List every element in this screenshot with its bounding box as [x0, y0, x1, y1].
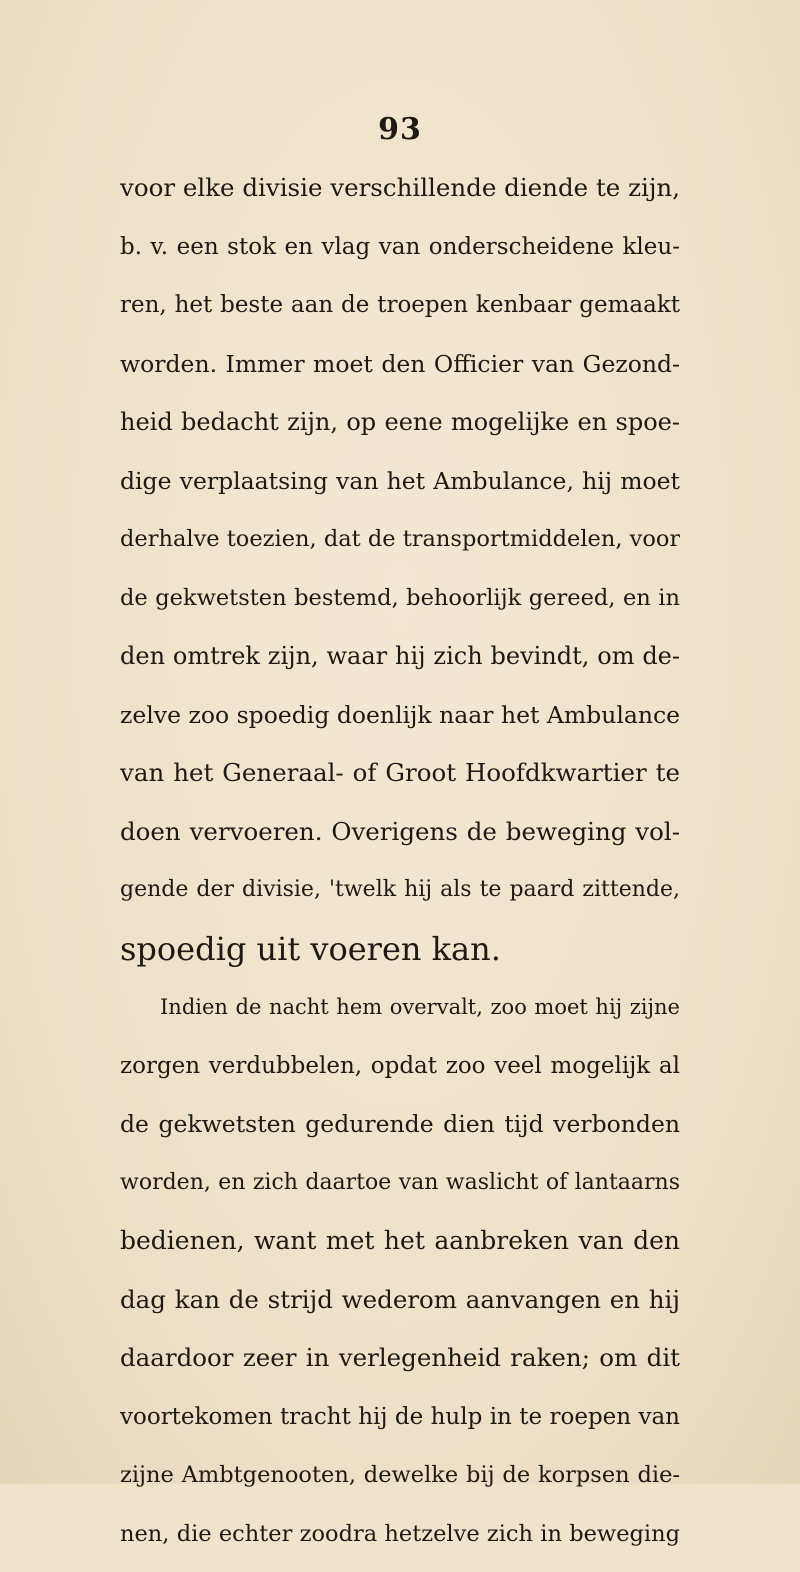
text-line: voortekomen tracht hij de hulp in te roepen van	[120, 1397, 680, 1456]
text-line: derhalve toezien, dat de transportmiddelen, voor	[120, 519, 680, 578]
text-line: daardoor zeer in verlegenheid raken; om dit	[120, 1338, 680, 1397]
text-line: worden, en zich daartoe van waslicht of lantaarns	[120, 1163, 680, 1222]
text-line: dag kan de strijd wederom aanvangen en hij	[120, 1280, 680, 1339]
text-line: bedienen, want met het aanbreken van den	[120, 1221, 680, 1280]
text-line: voor elke divisie verschillende diende te zijn,	[120, 168, 680, 227]
paragraph-start-line: Indien de nacht hem overvalt, zoo moet hij zijne	[120, 987, 680, 1046]
text-line: heid bedacht zijn, op eene mogelijke en spoe-	[120, 402, 680, 461]
text-line: de gekwetsten gedurende dien tijd verbonden	[120, 1104, 680, 1163]
text-line: b. v. een stok en vlag van onderscheidene kleu-	[120, 227, 680, 286]
text-line: de gekwetsten bestemd, behoorlijk gereed, en in	[120, 578, 680, 637]
text-line: gende der divisie, 'twelk hij als te paard zittende,	[120, 870, 680, 929]
page-number: 93	[0, 112, 800, 147]
text-line: doen vervoeren. Overigens de beweging vol-	[120, 812, 680, 871]
text-line: zijne Ambtgenooten, dewelke bij de korpsen die-	[120, 1455, 680, 1514]
body-text	[120, 168, 680, 1572]
text-line: ren, het beste aan de troepen kenbaar gemaakt	[120, 285, 680, 344]
text-line: nen, die echter zoodra hetzelve zich in beweging	[120, 1514, 680, 1572]
text-line: den omtrek zijn, waar hij zich bevindt, om de-	[120, 636, 680, 695]
text-line: zorgen verdubbelen, opdat zoo veel mogelijk al	[120, 1046, 680, 1105]
paragraph-end-line: spoedig uit voeren kan.	[120, 929, 680, 988]
text-line: zelve zoo spoedig doenlijk naar het Ambulance	[120, 695, 680, 754]
text-line: dige verplaatsing van het Ambulance, hij moet	[120, 461, 680, 520]
text-line: worden. Immer moet den Officier van Gezond-	[120, 344, 680, 403]
text-line: van het Generaal- of Groot Hoofdkwartier te	[120, 753, 680, 812]
